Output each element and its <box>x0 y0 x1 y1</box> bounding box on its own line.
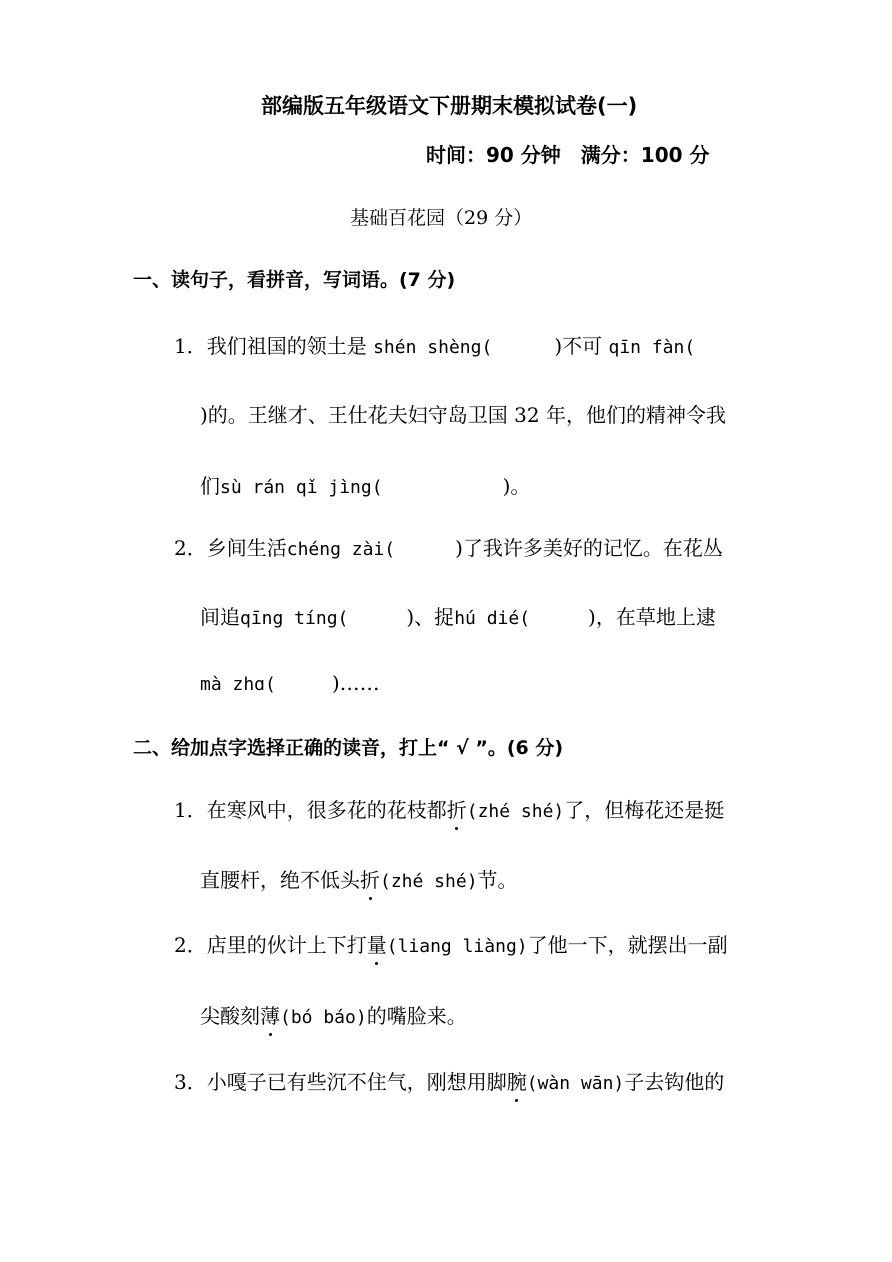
dotted-character: 薄 <box>260 1000 280 1029</box>
sentence-text: 乡间生活 <box>206 536 287 560</box>
sentence-text: 子去钩他的 <box>624 1070 725 1094</box>
pinyin-prompt: chéng zài( <box>286 539 396 560</box>
pinyin-prompt: sù rán qǐ jìng( <box>220 477 383 498</box>
sentence-text: 了他一下，就摆出一副 <box>527 933 728 957</box>
reading-options[interactable]: (wàn wān) <box>526 1073 625 1094</box>
sentence-text: 直腰杆，绝不低头 <box>200 868 360 892</box>
time-and-score: 时间：90 分钟 满分：100 分 <box>426 143 710 167</box>
sentence-text: )的。王继才、王仕花夫妇守岛卫国 32 年，他们的精神令我 <box>200 403 726 427</box>
item-number: 3． <box>174 1070 207 1094</box>
question-1-heading: 一、读句子，看拼音，写词语。(7 分) <box>133 269 456 291</box>
sentence-text: 尖酸刻 <box>200 1004 260 1028</box>
sentence-text: 节。 <box>477 868 518 892</box>
sentence-text: )，在草地上逮 <box>588 605 716 629</box>
sentence-text: 在寒风中，很多花的花枝都 <box>206 798 447 822</box>
reading-options[interactable]: (zhé shé) <box>380 871 478 892</box>
sentence-text: 了，但梅花还是挺 <box>564 798 725 822</box>
section-heading: 基础百花园（29 分） <box>350 207 533 229</box>
reading-options[interactable]: (zhé shé) <box>466 801 565 822</box>
q2-item2-line1 <box>174 929 728 958</box>
dotted-character: 腕 <box>507 1066 527 1095</box>
q2-item2-line2 <box>200 1000 467 1029</box>
item-number: 1． <box>174 798 207 822</box>
pinyin-prompt: qīng tíng( <box>240 608 349 629</box>
item-number: 1． <box>174 334 207 358</box>
pinyin-prompt: mà zhɑ( <box>200 674 276 695</box>
dotted-character: 折 <box>447 794 467 823</box>
q1-item2-line1 <box>174 532 723 561</box>
sentence-text: )。 <box>502 474 531 498</box>
q2-item1-line2 <box>200 864 518 893</box>
sentence-text: 们 <box>200 474 220 498</box>
sentence-text: )不可 <box>554 334 603 358</box>
q1-item1-line1 <box>174 330 695 359</box>
pinyin-prompt: shén shèng( <box>373 337 493 358</box>
q2-item3-line1 <box>174 1066 724 1095</box>
sentence-text: )、捉 <box>406 605 455 629</box>
question-2-heading: 二、给加点字选择正确的读音，打上“ √ ”。(6 分) <box>133 737 564 759</box>
dotted-character: 折 <box>360 864 380 893</box>
sentence-text: 间追 <box>200 605 240 629</box>
sentence-text: 店里的伙计上下打 <box>206 933 367 957</box>
sentence-text: 的嘴脸来。 <box>366 1004 467 1028</box>
reading-options[interactable]: (liang liàng) <box>386 936 528 957</box>
dotted-character: 量 <box>367 929 387 958</box>
pinyin-prompt: qīn fàn( <box>608 337 696 358</box>
q1-item2-line3 <box>200 671 380 695</box>
reading-options[interactable]: (bó báo) <box>280 1007 367 1028</box>
item-number: 2． <box>174 933 207 957</box>
sentence-text: )了我许多美好的记忆。在花丛 <box>455 536 723 560</box>
q1-item2-line2 <box>200 601 716 630</box>
sentence-text: )…… <box>331 671 380 695</box>
q2-item1-line1 <box>174 794 724 823</box>
sentence-text: 我们祖国的领土是 <box>206 334 367 358</box>
sentence-text: 小嘎子已有些沉不住气，刚想用脚 <box>206 1070 507 1094</box>
q1-item1-line2 <box>200 399 726 428</box>
pinyin-prompt: hú dié( <box>454 608 531 629</box>
item-number: 2． <box>174 536 207 560</box>
q1-item1-line3 <box>200 470 530 499</box>
paper-title: 部编版五年级语文下册期末模拟试卷(一) <box>261 94 638 118</box>
